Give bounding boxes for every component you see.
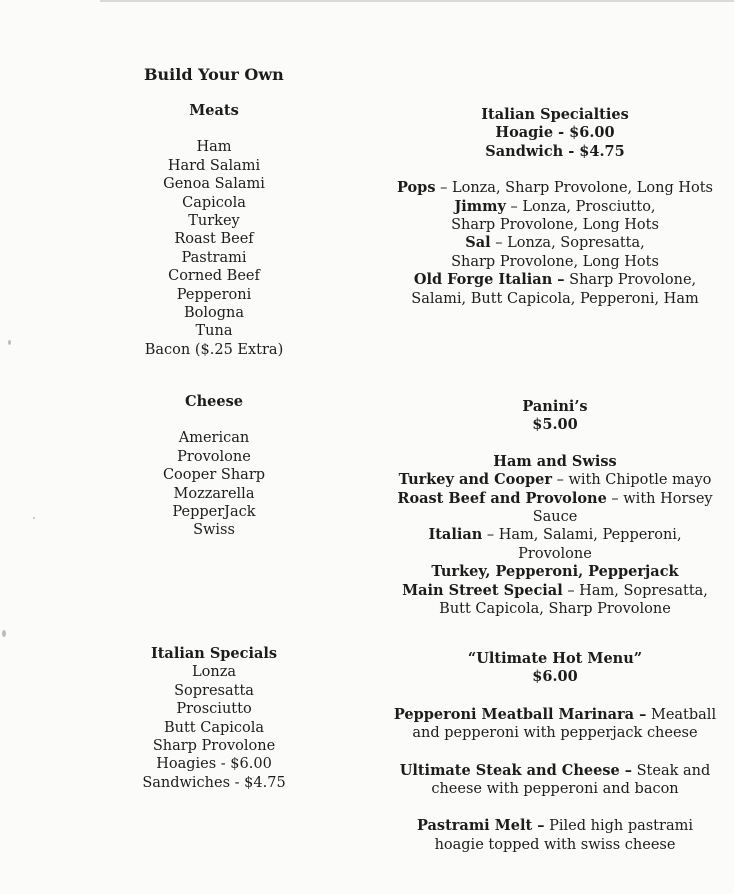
item-desc: – Ham, Salami, Pepperoni, [482, 527, 682, 544]
menu-item-old-forge [380, 271, 730, 289]
list-item: Tuna [195, 323, 233, 340]
item-desc: – with Horsey [606, 490, 713, 507]
menu-item-roast-beef [380, 490, 730, 508]
menu-item-sal [380, 234, 730, 252]
paninis-section [380, 398, 730, 618]
list-item: Cooper Sharp [162, 467, 266, 484]
list-item: Ham [196, 139, 232, 156]
item-desc-cont: hoagie topped with swiss cheese [434, 836, 676, 853]
item-name: Turkey and Cooper [398, 471, 553, 489]
ultimate-hot-menu-heading: “Ultimate Hot Menu” [467, 650, 643, 667]
build-your-own-title: Build Your Own [144, 65, 284, 84]
item-name: Main Street Special [402, 581, 563, 599]
italian-specialties-section [380, 106, 730, 308]
list-item: Swiss [193, 522, 235, 539]
item-desc: – with Chipotle mayo [552, 472, 712, 489]
cheese-heading: Cheese [185, 393, 243, 410]
list-item: Lonza [192, 664, 236, 681]
paninis-price: $5.00 [532, 416, 578, 434]
item-desc: – Ham, Sopresatta, [562, 582, 708, 599]
menu-item-italian [380, 526, 730, 544]
menu-item-pepperoni-meatball [380, 706, 730, 724]
list-item: Bologna [183, 305, 245, 322]
menu-item-pastrami-melt [380, 817, 730, 835]
list-item: Bacon ($.25 Extra) [144, 341, 284, 358]
item-desc: – Lonza, Sopresatta, [490, 235, 645, 252]
item-desc: Steak and [632, 762, 711, 779]
list-item: Sopresatta [174, 682, 254, 699]
item-name: Pastrami Melt – [417, 817, 545, 835]
list-item: Genoa Salami [163, 176, 265, 193]
menu-item-jimmy [380, 198, 730, 216]
list-item: Turkey [188, 213, 240, 230]
meats-heading: Meats [189, 102, 239, 119]
item-desc-cont: Sharp Provolone, Long Hots [451, 253, 659, 270]
scan-speck [33, 517, 35, 519]
item-desc-cont: Salami, Butt Capicola, Pepperoni, Ham [411, 290, 699, 307]
meats-section [110, 102, 318, 359]
item-desc-cont: Provolone [518, 545, 592, 562]
item-desc: – Lonza, Prosciutto, [505, 198, 656, 215]
italian-specials-heading: Italian Specials [150, 645, 278, 662]
paninis-heading: Panini’s [522, 398, 588, 415]
item-name: Pepperoni Meatball Marinara – [393, 705, 647, 723]
item-desc-cont: Sharp Provolone, Long Hots [451, 217, 659, 234]
list-item: Pepperoni [176, 286, 252, 303]
item-name: Roast Beef and Provolone [397, 489, 607, 507]
menu-item-pops [380, 179, 730, 197]
ultimate-hot-menu-section [380, 650, 730, 854]
item-desc: Sharp Provolone, [564, 272, 697, 289]
item-name: Italian [428, 526, 483, 544]
scan-speck [8, 340, 11, 345]
cheese-section [110, 393, 318, 540]
italian-specialties-heading: Italian Specialties [481, 106, 629, 123]
item-name: Sal [465, 234, 491, 252]
list-item: Roast Beef [174, 231, 254, 248]
list-item: Capicola [182, 194, 246, 211]
item-desc-cont: Sauce [532, 509, 578, 526]
menu-item-ham-swiss: Ham and Swiss [493, 452, 617, 470]
item-name: Jimmy [454, 197, 506, 215]
item-desc: Meatball [646, 706, 717, 723]
hoagie-price: Hoagie - $6.00 [495, 124, 615, 142]
menu-item-turkey-pepperoni: Turkey, Pepperoni, Pepperjack [431, 563, 679, 581]
item-desc-cont: Butt Capicola, Sharp Provolone [439, 601, 671, 618]
menu-item-steak-cheese [380, 762, 730, 780]
list-item: Hard Salami [167, 157, 261, 174]
list-item: PepperJack [172, 504, 256, 521]
ultimate-hot-menu-price: $6.00 [532, 668, 578, 686]
list-item: Sandwiches - $4.75 [142, 774, 286, 791]
menu-item-main-street [380, 582, 730, 600]
list-item: Mozzarella [173, 485, 255, 502]
list-item: Corned Beef [168, 268, 260, 285]
item-name: Old Forge Italian – [413, 271, 565, 289]
list-item: Pastrami [181, 249, 247, 266]
scan-edge-line [100, 0, 734, 2]
list-item: Hoagies - $6.00 [156, 756, 272, 773]
item-desc: – Lonza, Sharp Provolone, Long Hots [435, 180, 713, 197]
list-item: American [178, 430, 250, 447]
italian-specials-section [110, 645, 318, 792]
list-item: Butt Capicola [163, 719, 265, 736]
item-name: Ultimate Steak and Cheese – [399, 761, 633, 779]
scan-speck [2, 630, 6, 637]
list-item: Sharp Provolone [152, 738, 276, 755]
list-item: Prosciutto [176, 701, 252, 718]
menu-item-turkey-cooper [380, 471, 730, 489]
item-desc: Piled high pastrami [544, 818, 693, 835]
item-desc-cont: cheese with pepperoni and bacon [431, 781, 679, 798]
item-name: Pops [397, 179, 436, 197]
list-item: Provolone [177, 448, 251, 465]
sandwich-price: Sandwich - $4.75 [485, 142, 625, 160]
item-desc-cont: and pepperoni with pepperjack cheese [412, 725, 698, 742]
